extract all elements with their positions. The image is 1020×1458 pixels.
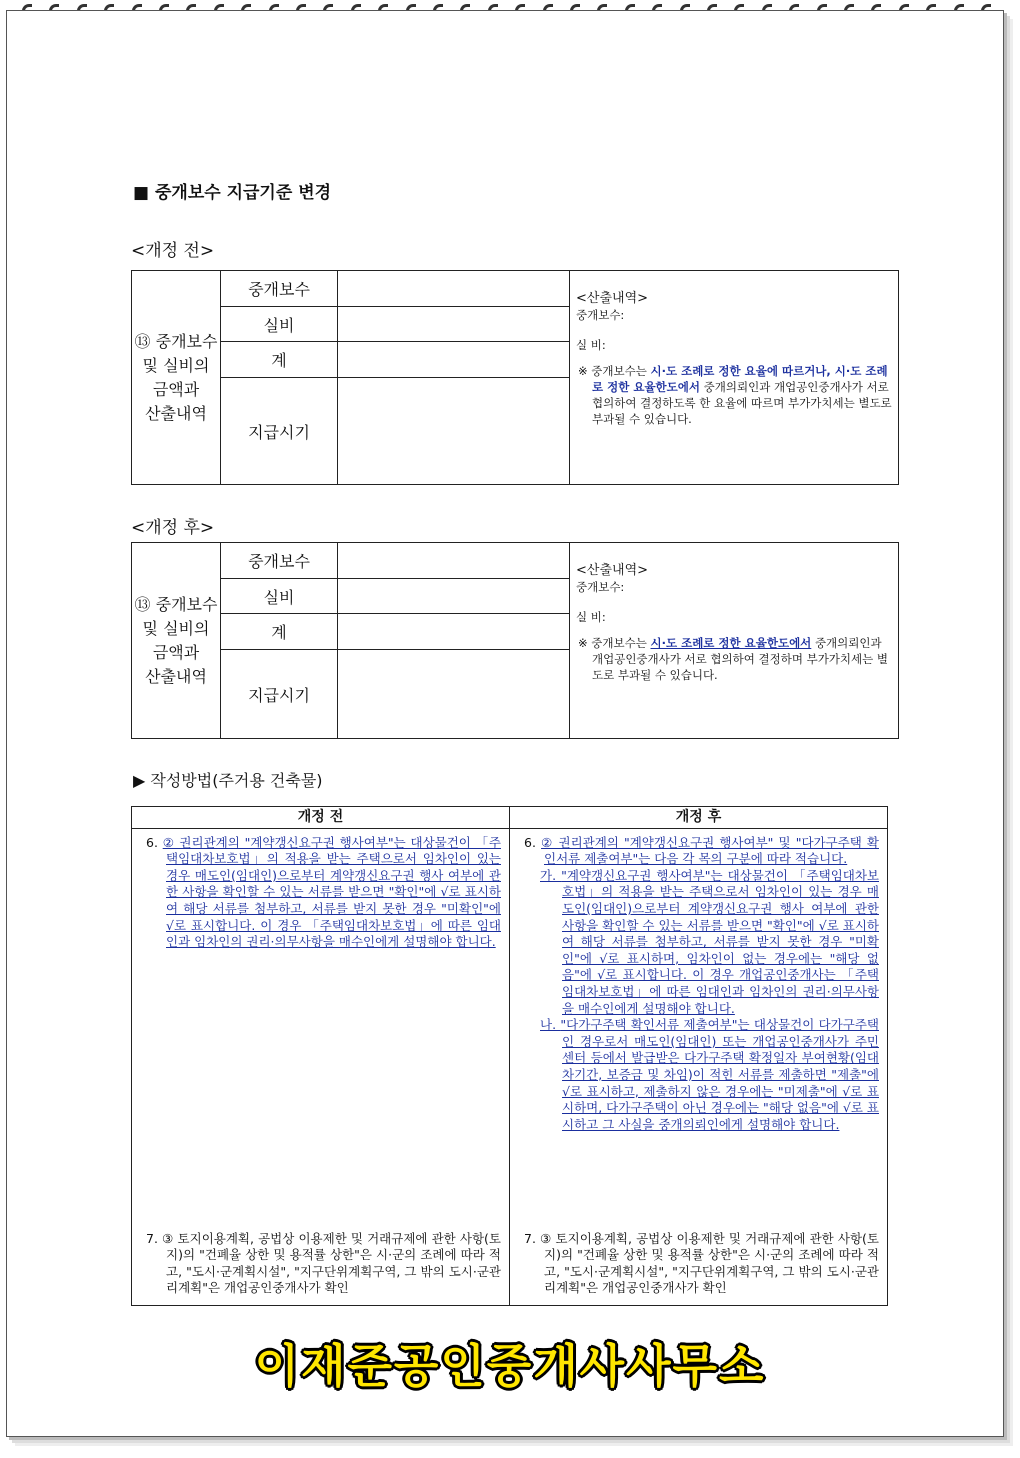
- compare-table: [131, 806, 888, 1306]
- after-item-6-ga: 가. "계약갱신요구권 행사여부"는 대상물건이 「주택임대차보호법」의 적용을 받는 주택으로서 임차인이 있는 경우 매도인(임대인)으로부터 계약갱신요구권 행사 여부에 관한 사항을 확인할 수 있는 서류를 받으면 "확인"에 √로 표시하여 해당 서류를 첨부하고, 서류를 받지 못한 경우 "미확인"에 √로 표시하며, 임차인이 없는 경우에는 "해당 없음"에 √로 표시합니다. 이 경우 개업공인중개사는 「주택임대차보호법」에 따른 임대인과 임차인의 권리·의무사항을 매수인에게 설명해야 합니다.: [540, 867, 879, 1016]
- fee-table-before: [131, 270, 899, 485]
- before-label: <개정 전>: [131, 241, 215, 261]
- section-heading: ■ 중개보수 지급기준 변경: [133, 183, 332, 203]
- row-header: ⑬ 중개보수 및 실비의 금액과 산출내역: [132, 543, 221, 739]
- fee-table-after: [131, 542, 899, 739]
- total-value-cell[interactable]: [338, 342, 570, 378]
- total-value-cell[interactable]: [338, 614, 570, 650]
- compare-before-cell: [132, 828, 510, 1305]
- label-cost: 실비: [221, 307, 338, 342]
- label-fee: 중개보수: [221, 271, 338, 307]
- cost-value-cell[interactable]: [338, 579, 570, 614]
- fee-value-cell[interactable]: [338, 543, 570, 579]
- pay-time-cell[interactable]: [338, 378, 570, 485]
- cost-value-cell[interactable]: [338, 307, 570, 342]
- before-item-6: 6. ② 권리관계의 "계약갱신요구권 행사여부"는 대상물건이 「주택임대차보호법」의 적용을 받는 주택으로서 임차인이 있는 경우 매도인(임대인)으로부터 계약갱신요구권 행사 여부에 관한 사항을 확인할 수 있는 서류를 받으면 "확인"에 √로 표시하여 해당 서류를 첨부하고, 서류를 받지 못한 경우 "미확인"에 √로 표시합니다. 이 경우 「주택임대차보호법」에 따른 임대인과 임차인의 권리·의무사항을 매수인에게 설명해야 합니다.: [146, 834, 501, 950]
- after-item-6-na: 나. "다가구주택 확인서류 제출여부"는 대상물건이 다가구주택인 경우로서 매도인(임대인) 또는 개업공인중개사가 주민센터 등에서 발급받은 다가구주택 확정일자 부여현황(임대차기간, 보증금 및 차임)이 적힌 서류를 제출하면 "제출"에 √로 표시하고, 제출하지 않은 경우에는 "미제출"에 √로 표시하며, 다가구주택이 아닌 경우에는 "해당 없음"에 √로 표시하고 그 사실을 중개의뢰인에게 설명해야 합니다.: [540, 1017, 879, 1132]
- label-fee: 중개보수: [221, 543, 338, 579]
- office-name-banner: 이재준공인중개사사무소: [254, 1339, 766, 1393]
- calc-detail-before: <산출내역> 중개보수: 실 비: ※ 중개보수는 시·도 조례로 정한 요율에 따르거나, 시·도 조례로 정한 요율한도에서 중개의뢰인과 개업공인중개사가 서로 협의하여 결정하도록 한 요율에 따르며 부가가치세는 별도로 부과될 수 있습니다.: [570, 271, 899, 485]
- fee-note-before: ※ 중개보수는 시·도 조례로 정한 요율에 따르거나, 시·도 조례로 정한 요율한도에서 중개의뢰인과 개업공인중개사가 서로 협의하여 결정하도록 한 요율에 따르며 부가가치세는 별도로 부과될 수 있습니다.: [578, 364, 892, 426]
- label-pay-time: 지급시기: [221, 378, 338, 485]
- compare-head-before: 개정 전: [132, 807, 510, 829]
- pay-time-cell[interactable]: [338, 650, 570, 739]
- compare-after-cell: [510, 828, 888, 1305]
- compare-head-after: 개정 후: [510, 807, 888, 829]
- after-item-7: 7. ③ 토지이용계획, 공법상 이용제한 및 거래규제에 관한 사항(토지)의 "건폐율 상한 및 용적률 상한"은 시·군의 조례에 따라 적고, "도시·군계획시설", "지구단위계획구역, 그 밖의 도시·군관리계획"은 개업공인중개사가 확인: [524, 1230, 879, 1296]
- fee-note-after: ※ 중개보수는 시·도 조례로 정한 요율한도에서 중개의뢰인과 개업공인중개사가 서로 협의하여 결정하며 부가가치세는 별도로 부과될 수 있습니다.: [578, 636, 888, 682]
- write-method-title: ▶ 작성방법(주거용 건축물): [133, 771, 323, 790]
- after-item-6: 6. ② 권리관계의 "계약갱신요구권 행사여부" 및 "다가구주택 확인서류 제출여부"는 다음 각 목의 구분에 따라 적습니다.: [524, 834, 879, 867]
- label-total: 계: [221, 342, 338, 378]
- after-label: <개정 후>: [131, 518, 215, 538]
- calc-detail-after: <산출내역> 중개보수: 실 비: ※ 중개보수는 시·도 조례로 정한 요율한도에서 중개의뢰인과 개업공인중개사가 서로 협의하여 결정하며 부가가치세는 별도로 부과될 수 있습니다.: [570, 543, 899, 739]
- before-item-7: 7. ③ 토지이용계획, 공법상 이용제한 및 거래규제에 관한 사항(토지)의 "건폐율 상한 및 용적률 상한"은 시·군의 조례에 따라 적고, "도시·군계획시설", "지구단위계획구역, 그 밖의 도시·군관리계획"은 개업공인중개사가 확인: [146, 1230, 501, 1296]
- label-total: 계: [221, 614, 338, 650]
- label-pay-time: 지급시기: [221, 650, 338, 739]
- label-cost: 실비: [221, 579, 338, 614]
- row-header: ⑬ 중개보수 및 실비의 금액과 산출내역: [132, 271, 221, 485]
- fee-value-cell[interactable]: [338, 271, 570, 307]
